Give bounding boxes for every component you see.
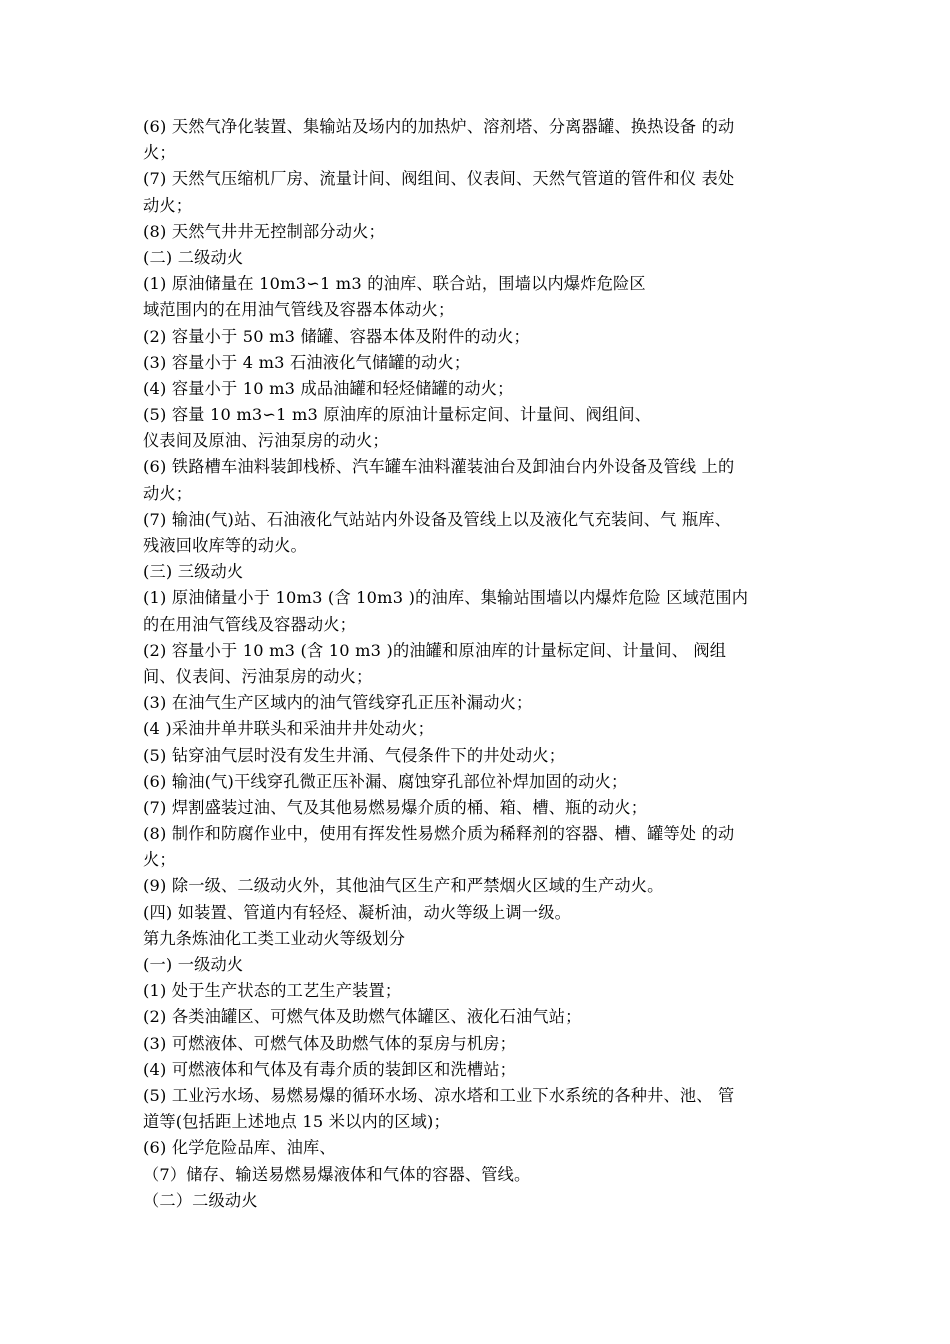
text-line: 火； [143,143,176,163]
text-line: 域范围内的在用油气管线及容器本体动火； [143,300,455,320]
text-line: 动火； [143,195,193,215]
text-line: (8) 天然气井井无控制部分动火； [143,221,385,241]
text-line: (7) 输油(气)站、石油液化气站站内外设备及管线上以及液化气充装间、气 瓶库、 [143,509,732,529]
section-heading: (三) 三级动火 [143,562,244,582]
text-line: 的在用油气管线及容器动火； [143,614,357,634]
text-line: 道等(包括距上述地点 15 米以内的区域)； [143,1112,450,1132]
section-heading: (二) 二级动火 [143,247,244,267]
text-line: (6) 铁路槽车油料装卸栈桥、汽车罐车油料灌装油台及卸油台内外设备及管线 上的 [143,457,735,477]
text-line: (6) 输油(气)干线穿孔微正压补漏、腐蚀穿孔部位补焊加固的动火； [143,771,628,791]
text-line: (7) 天然气压缩机厂房、流量计间、阀组间、仪表间、天然气管道的管件和仪 表处 [143,169,735,189]
document-page [143,114,818,1214]
text-line: (4) 容量小于 10 m3 成品油罐和轻烃储罐的动火； [143,378,514,398]
text-line: （7）储存、输送易燃易爆液体和气体的容器、管线。 [143,1164,531,1184]
text-line: (9) 除一级、二级动火外，其他油气区生产和严禁烟火区域的生产动火。 [143,876,664,896]
text-line: 间、仪表间、污油泵房的动火； [143,666,373,686]
text-line: 火； [143,850,176,870]
text-line: (2) 容量小于 50 m3 储罐、容器本体及附件的动火； [143,326,530,346]
text-line: (7) 焊割盛装过油、气及其他易燃易爆介质的桶、箱、槽、瓶的动火； [143,797,648,817]
text-line: (2) 各类油罐区、可燃气体及助燃气体罐区、液化石油气站； [143,1007,582,1027]
article-heading: 第九条炼油化工类工业动火等级划分 [143,928,406,948]
text-line: (6) 化学危险品库、油库、 [143,1138,336,1158]
text-line: (3) 容量小于 4 m3 石油液化气储罐的动火； [143,352,471,372]
section-heading: (四) 如装置、管道内有轻烃、凝析油，动火等级上调一级。 [143,902,572,922]
text-line: (2) 容量小于 10 m3 (含 10 m3 )的油罐和原油库的计量标定间、计量间、 阀组 [143,640,727,660]
text-line: (5) 容量 10 m3∽1 m3 原油库的原油计量标定间、计量间、阀组间、 [143,405,652,425]
text-line: (1) 原油储量在 10m3∽1 m3 的油库、联合站，围墙以内爆炸危险区 [143,274,646,294]
text-line: (1) 原油储量小于 10m3 (含 10m3 )的油库、集输站围墙以内爆炸危险 区域范围内 [143,588,749,608]
text-line: (3) 在油气生产区域内的油气管线穿孔正压补漏动火； [143,693,533,713]
text-line: 残液回收库等的动火。 [143,536,307,555]
text-line: (8) 制作和防腐作业中，使用有挥发性易燃介质为稀释剂的容器、槽、罐等处 的动 [143,824,735,844]
text-line: (4) 可燃液体和气体及有毒介质的装卸区和洗槽站； [143,1059,517,1079]
section-heading: （二）二级动火 [143,1190,258,1210]
text-line: 动火； [143,483,193,503]
text-line: (3) 可燃液体、可燃气体及助燃气体的泵房与机房； [143,1033,517,1053]
text-line: (5) 工业污水场、易燃易爆的循环水场、凉水塔和工业下水系统的各种井、池、 管 [143,1085,735,1105]
text-line: (1) 处于生产状态的工艺生产装置； [143,981,402,1001]
text-line: (4 )采油井单井联头和采油井井处动火； [143,719,435,739]
section-heading: (一) 一级动火 [143,955,244,974]
text-line: (6) 天然气净化装置、集输站及场内的加热炉、溶剂塔、分离器罐、换热设备 的动 [143,117,735,136]
text-line: (5) 钻穿油气层时没有发生井涌、气侵条件下的井处动火； [143,745,566,765]
text-line: 仪表间及原油、污油泵房的动火； [143,431,389,451]
